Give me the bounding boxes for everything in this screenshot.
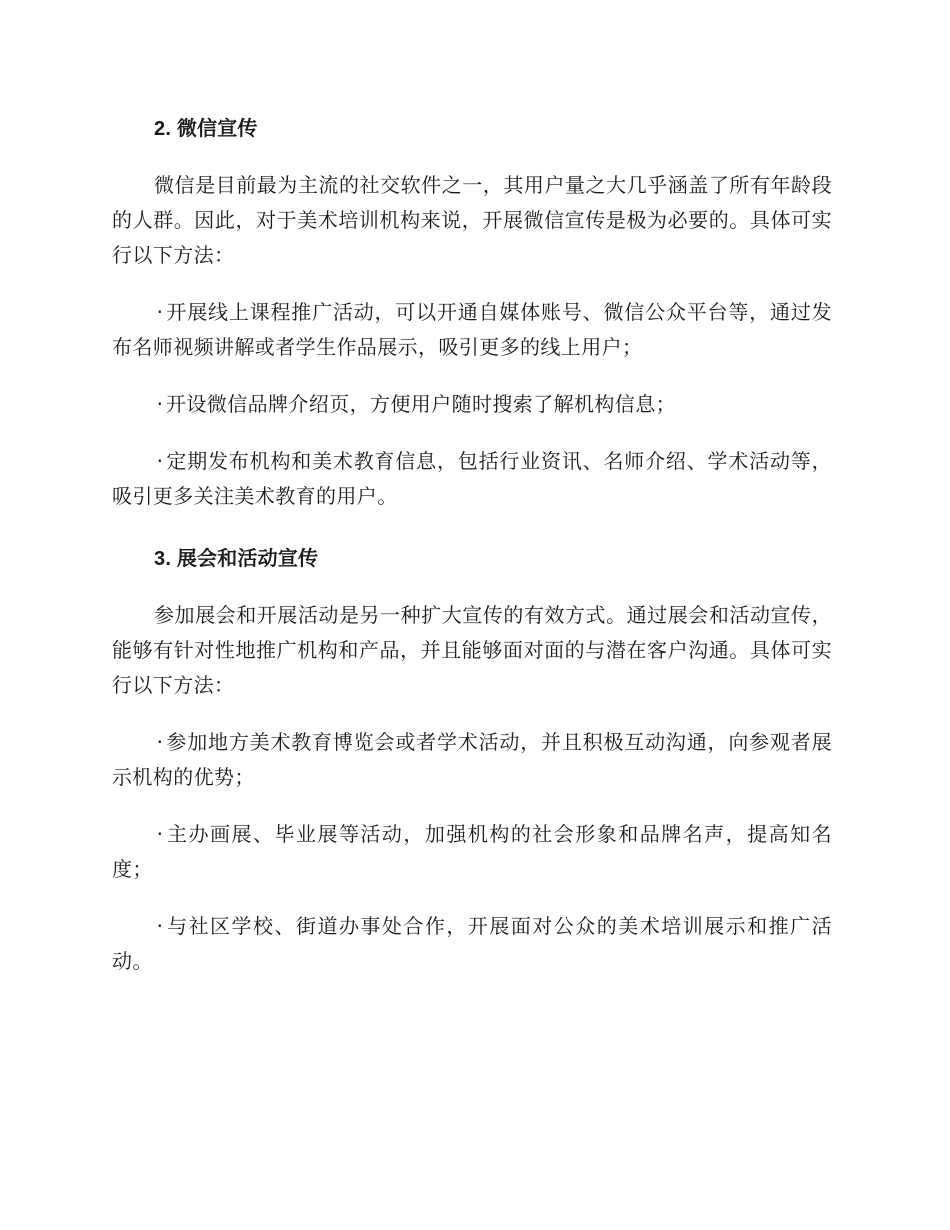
list-item [112, 817, 832, 887]
list-item [112, 909, 832, 979]
list-item-text: 参加地方美术教育博览会或者学术活动，并且积极互动沟通，向参观者展示机构的优势； [112, 730, 832, 789]
section-intro-exhibition: 参加展会和开展活动是另一种扩大宣传的有效方式。通过展会和活动宣传，能够有针对性地推广机构和产品，并且能够面对面的与潜在客户沟通。具体可实行以下方法： [112, 603, 832, 697]
bullet-dot: · [156, 822, 164, 846]
list-item [112, 295, 832, 365]
bullet-dot: · [156, 392, 164, 416]
bullet-dot: · [156, 730, 164, 754]
list-item-text: 定期发布机构和美术教育信息，包括行业资讯、名师介绍、学术活动等，吸引更多关注美术教育的用户。 [112, 449, 832, 508]
list-item-text: 主办画展、毕业展等活动，加强机构的社会形象和品牌名声，提高知名度； [112, 822, 832, 881]
section-heading-exhibition: 3. 展会和活动宣传 [154, 548, 319, 570]
list-item-text: 开设微信品牌介绍页，方便用户随时搜索了解机构信息； [166, 392, 676, 416]
bullet-dot: · [156, 300, 164, 324]
list-item-text: 开展线上课程推广活动，可以开通自媒体账号、微信公众平台等，通过发布名师视频讲解或者学生作品展示，吸引更多的线上用户； [112, 300, 832, 359]
list-item-text: 与社区学校、街道办事处合作，开展面对公众的美术培训展示和推广活动。 [112, 914, 832, 973]
section-heading-wechat: 2. 微信宣传 [154, 118, 258, 140]
list-item [112, 725, 832, 795]
document-body [112, 106, 832, 1001]
list-item [112, 444, 832, 514]
list-item [112, 387, 832, 422]
bullet-dot: · [156, 914, 164, 938]
bullet-dot: · [156, 449, 164, 473]
section-intro-wechat: 微信是目前最为主流的社交软件之一，其用户量之大几乎涵盖了所有年龄段的人群。因此，对于美术培训机构来说，开展微信宣传是极为必要的。具体可实行以下方法： [112, 173, 832, 267]
